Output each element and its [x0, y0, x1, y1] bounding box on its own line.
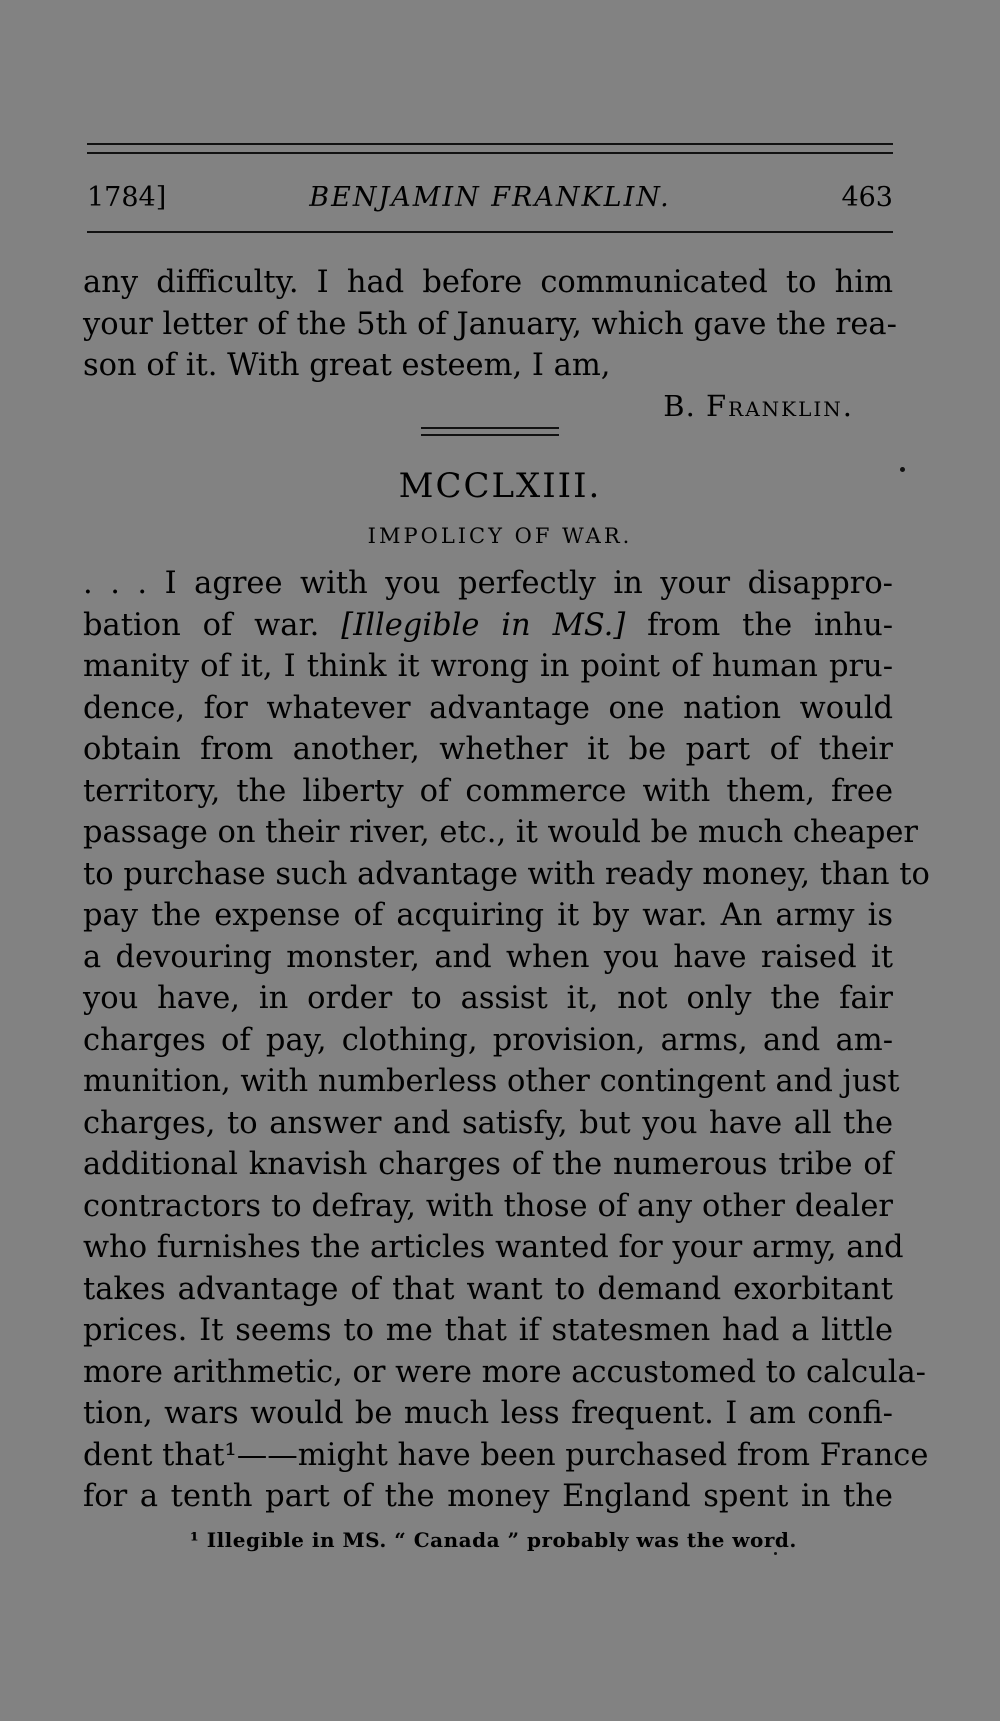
section-separator-inner — [421, 434, 559, 436]
text-line: a devouring monster, and when you have raised it — [83, 939, 893, 975]
top-rule-inner — [87, 152, 893, 154]
text-line: your letter of the 5th of January, which gave the rea- — [83, 306, 897, 342]
signature-name: Franklin. — [706, 389, 854, 423]
text-line: obtain from another, whether it be part of their — [83, 732, 893, 767]
text-line: passage on their river, etc., it would be much cheaper — [83, 815, 919, 850]
text-line: for a tenth part of the money England spent in the — [83, 1479, 893, 1514]
text-line: more arithmetic, or were more accustomed to calcula- — [83, 1354, 926, 1390]
letter-body — [83, 563, 930, 1518]
text-line: tion, wars would be much less frequent. I am confi- — [83, 1396, 893, 1431]
top-rule — [87, 143, 893, 145]
running-head-year: 1784] — [87, 182, 167, 213]
section-title: IMPOLICY OF WAR. — [367, 524, 633, 548]
running-head-title: BENJAMIN FRANKLIN. — [309, 182, 671, 213]
page-number: 463 — [841, 182, 893, 213]
text-line: who furnishes the articles wanted for your army, and — [83, 1230, 904, 1265]
text-line: prices. It seems to me that if statesmen had a little — [83, 1313, 893, 1348]
text-span: from the inhu- — [647, 607, 894, 643]
letter-closing — [83, 262, 897, 387]
text-line: manity of it, I think it wrong in point of human pru- — [83, 649, 893, 684]
text-line: you have, in order to assist it, not only the fair — [83, 981, 893, 1016]
text-span: bation of war. — [83, 607, 320, 643]
head-rule — [87, 231, 893, 233]
text-line: additional knavish charges of the numerous tribe of — [83, 1147, 893, 1182]
text-line: any difficulty. I had before communicated to him — [83, 265, 893, 300]
signature-initial: B. — [663, 389, 696, 423]
text-line: contractors to defray, with those of any other dealer — [83, 1188, 893, 1224]
editorial-note: [Illegible in MS.] — [341, 607, 626, 643]
ink-speck — [900, 467, 905, 472]
signature — [663, 386, 854, 426]
running-head — [87, 178, 893, 218]
text-line — [83, 605, 893, 647]
text-line: pay the expense of acquiring it by war. An army is — [83, 898, 893, 933]
text-line: territory, the liberty of commerce with them, free — [83, 773, 893, 809]
text-line: son of it. With great esteem, I am, — [83, 348, 611, 383]
text-line: to purchase such advantage with ready money, than to — [83, 856, 930, 892]
text-line: . . . I agree with you perfectly in your disappro- — [83, 566, 893, 601]
footnote: ¹ Illegible in MS. “ Canada ” probably was the word. — [190, 1528, 797, 1552]
text-line: charges, to answer and satisfy, but you have all the — [83, 1105, 893, 1141]
text-line: dent that¹——might have been purchased from France — [83, 1437, 929, 1473]
text-line: takes advantage of that want to demand exorbitant — [83, 1271, 893, 1307]
ink-speck — [774, 1552, 777, 1555]
text-line: munition, with numberless other contingent and just — [83, 1064, 900, 1099]
section-number: MCCLXIII. — [398, 466, 602, 506]
text-line: charges of pay, clothing, provision, arms, and am- — [83, 1022, 893, 1058]
text-line: dence, for whatever advantage one nation would — [83, 690, 893, 726]
section-separator — [421, 427, 559, 429]
